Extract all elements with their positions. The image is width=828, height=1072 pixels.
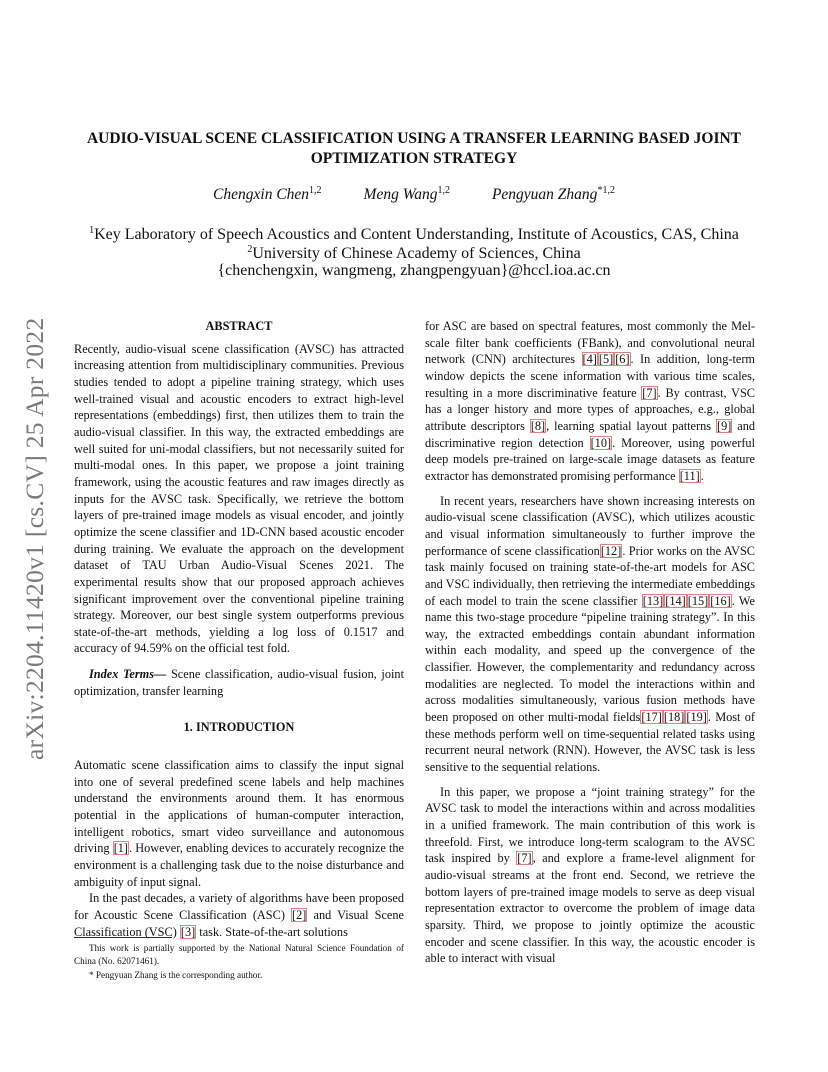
author-emails: {chenchengxin, wangmeng, zhangpengyuan}@hccl.ioa.ac.cn (217, 262, 611, 279)
author-2: Meng Wang$^{1,2}$ (363, 185, 450, 203)
title-line-2: OPTIMIZATION STRATEGY (310, 150, 518, 167)
right-paragraph-3: In this paper, we propose a “joint training strategy” for the AVSC task to model the interactions within and across modalities in a unified framework. The main contribution of this work is threefold. First, we introduce long-term scalogram to the AVSC task inspired by [7], and explore a frame-level alignment for audio-visual streams at the front end. Second, we retrieve the bottom layers of pre-trained image models to serve as deep visual representation extractor to overcome the problem of image data sparsity. Third, we propose to jointly optimize the acoustic encoder and scene classifier. In this way, the acoustic encoder is able to interact with visual (425, 784, 755, 966)
index-terms: Index Terms— Scene classification, audio-visual fusion, joint optimization, transfer learning (74, 667, 404, 698)
footnotes (74, 937, 404, 982)
right-paragraph-1: for ASC are based on spectral features, most commonly the Mel-scale filter bank coefficients (FBank), and convolutional neural network (CNN) architectures [4] [5] [6]. In addition, long-term window depicts the scene information with various time scales, resulting in a more discriminative feature [7]. By contrast, VSC has a longer history and more types of approaches, e.g., global attribute descriptors [8], learning spatial layout patterns [9] and discriminative region detection [10]. Moreover, using powerful deep models pre-trained on large-scale image datasets as feature extractor has demonstrated promising performance [11]. (425, 319, 756, 483)
citation-link[interactable]: [19] (686, 710, 707, 725)
right-paragraph-2: In recent years, researchers have shown increasing interests on audio-visual scene classification (AVSC), which utilizes acoustic and visual information simultaneously to further improve the performance of scene classification[12]. Prior works on the AVSC task mainly focused on training state-of-the-art models for ASC and VSC individually, then retrieving the intermediate embeddings of each model to train the scene classifier [13] [14] [15] [16]. We name this two-stage procedure “pipeline training strategy”. In this way, the extracted embeddings contain abundant information within each modality, and speed up the convergence of the classifier. However, the complementarity and redundancy across modalities are neglected. To model the interactions within and across modalities simultaneously, various fusion methods have been proposed on other multi-modal fields[17] [18] [19]. Most of these methods perform well on time-sequential related tasks using recurrent neural network (RNN). However, the AVSC task is less sensitive to the sequential relations. (425, 493, 755, 775)
citation-link[interactable]: [10] (590, 435, 612, 450)
citation-link[interactable]: [4] (582, 352, 597, 367)
citation-link[interactable]: [9] (716, 418, 732, 433)
citation-link[interactable]: [1] (113, 841, 129, 856)
affiliation-1: $^1$Key Laboratory of Speech Acoustics and Content Understanding, Institute of Acoustics, CAS, China (89, 225, 739, 243)
citation-link[interactable]: [12] (600, 543, 622, 558)
citation-link[interactable]: [5] (598, 352, 614, 367)
citation-link[interactable]: [18] (663, 710, 685, 725)
footnote-corresponding: * Pengyuan Zhang is the corresponding author. (89, 970, 263, 980)
footnote-funding: This work is partially supported by the National Natural Science Foundation of China (No. 62071461). (74, 943, 404, 966)
citation-link[interactable]: [2] (292, 908, 307, 922)
title-line-1: AUDIO-VISUAL SCENE CLASSIFICATION USING A TRANSFER LEARNING BASED JOINT (86, 130, 742, 147)
citation-link[interactable]: [14] (665, 593, 686, 608)
left-column (74, 318, 404, 940)
citation-link[interactable]: [3] (180, 924, 196, 939)
right-column (425, 318, 755, 967)
author-3: Pengyuan Zhang$^{*1,2}$ (491, 185, 615, 203)
citation-link[interactable]: [13] (642, 593, 664, 608)
citation-link[interactable]: [16] (710, 593, 731, 608)
author-1: Chengxin Chen$^{1,2}$ (213, 185, 322, 203)
citation-link[interactable]: [7] (642, 385, 657, 400)
intro-paragraph-1: Automatic scene classification aims to classify the input signal into one of several predefined scene labels and help machines understand the environments around them. It has enormous potential in the applications of human-computer interaction, intelligent robotics, smart video surveillance and autonomous driving [1]. However, enabling devices to accurately recognize the environment is a challenging task due to the noise disturbance and ambiguity of input signal. (74, 758, 404, 889)
footnote-rule (74, 937, 172, 938)
introduction-heading: 1. INTRODUCTION (183, 720, 295, 735)
affiliation-2: $^2$University of Chinese Academy of Sciences, China (247, 244, 581, 262)
citation-link[interactable]: [7] (517, 851, 532, 866)
citation-link[interactable]: [6] (615, 352, 630, 367)
abstract-heading: ABSTRACT (205, 319, 273, 333)
citation-link[interactable]: [11] (679, 468, 700, 483)
abstract-text: Recently, audio-visual scene classification (AVSC) has attracted increasing attention from multidisciplinary communities. Previous studies tended to adopt a pipeline training strategy, which uses well-trained visual and acoustic encoders to extract high-level representations (embeddings) first, then utilizes them to train the audio-visual classifier. In this way, the extracted embeddings are well suited for uni-modal classifiers, but not necessarily suited for multi-modal ones. In this paper, we propose a joint training framework, using the acoustic features and raw images directly as inputs for the AVSC task. Specifically, we retrieve the bottom layers of pre-trained image models as visual encoder, and jointly optimize the scene classifier and 1D-CNN based acoustic encoder during training. We evaluate the approach on the development dataset of TAU Urban Audio-Visual Scenes 2021. The experimental results show that our proposed approach achieves significant improvement over the conventional pipeline training strategy. Moreover, our best single system outperforms previous state-of-the-art methods, yielding a log loss of 0.1517 and accuracy of 94.59% on the official test fold. (74, 341, 404, 656)
arxiv-identifier: arXiv:2204.11420v1 [cs.CV] 25 Apr 2022 (20, 317, 49, 760)
author-list (0, 185, 828, 204)
citation-link[interactable]: [17] (641, 710, 662, 725)
intro-paragraph-2: In the past decades, a variety of algorithms have been proposed for Acoustic Scene Classification (ASC) [2] and Visual Scene Classification (VSC) [3] task. State-of-the-art solutions (74, 891, 404, 939)
paper-title (60, 129, 768, 169)
citation-link[interactable]: [15] (687, 593, 709, 608)
citation-link[interactable]: [8] (530, 418, 546, 433)
